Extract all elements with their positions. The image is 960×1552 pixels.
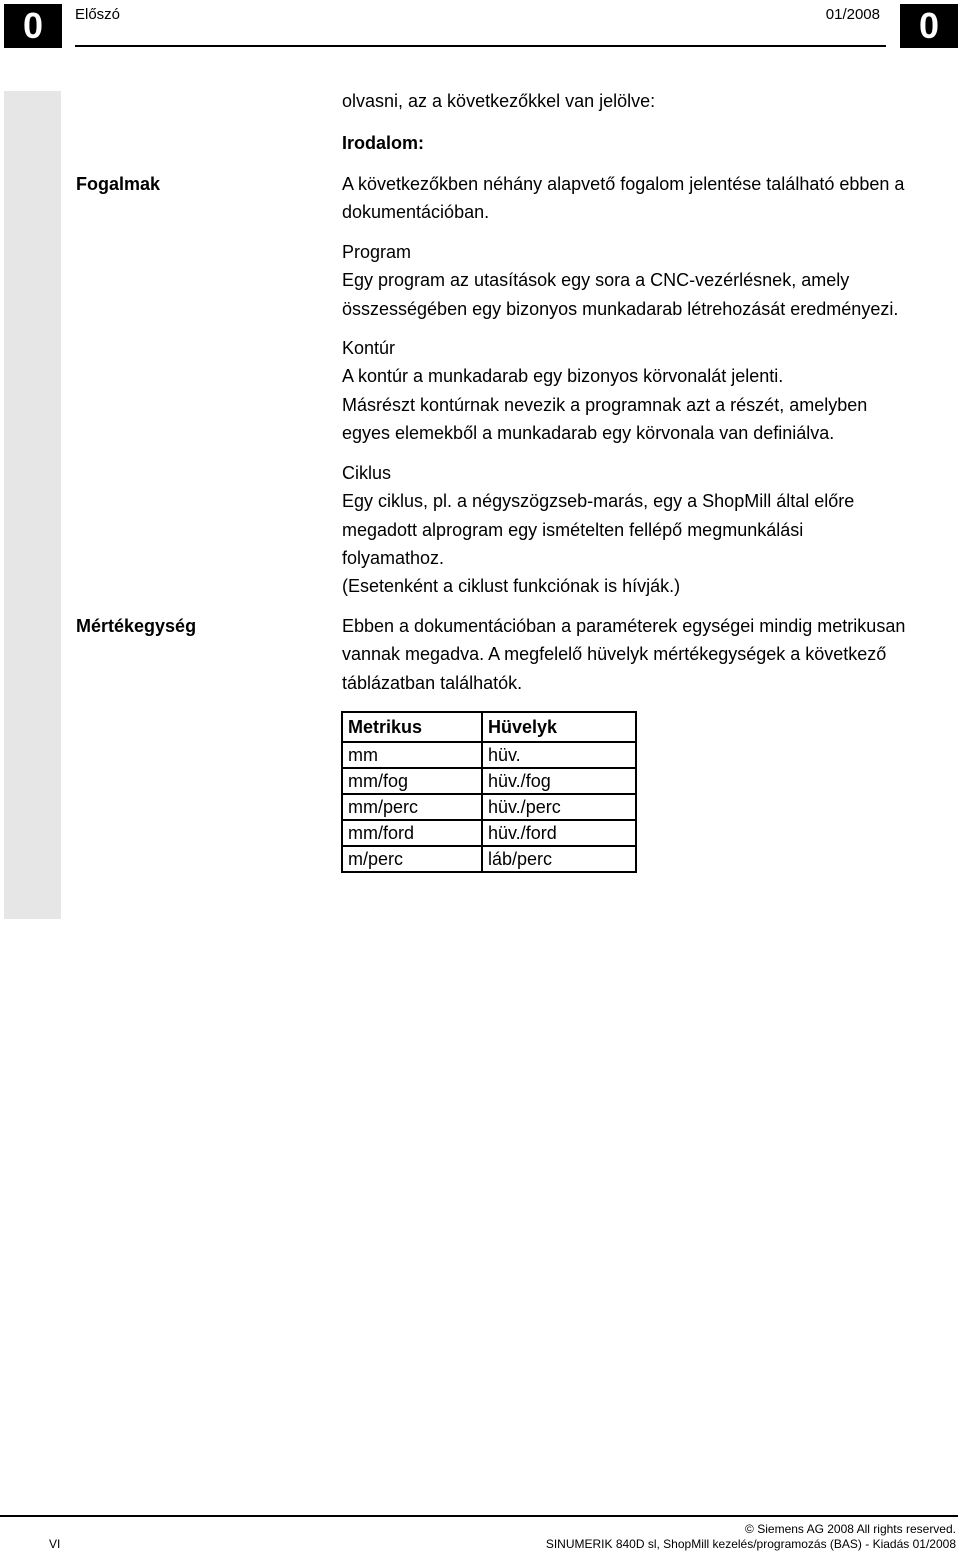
term-kontur (342, 334, 960, 447)
section-label-mertekegyseg: Mértékegység (76, 616, 197, 636)
document-title: SINUMERIK 840D sl, ShopMill kezelés/programozás (BAS) - Kiadás 01/2008 (545, 1537, 956, 1551)
fogalmak-intro-text: A következőkben néhány alapvető fogalom jelentése található ebben a dokumentációban. (342, 174, 905, 223)
term-program (342, 238, 960, 323)
term-title: Kontúr (342, 338, 396, 358)
table-cell: láb/perc (482, 846, 636, 872)
term-definition: Egy program az utasítások egy sora a CNC-vezérlésnek, amely összességében egy bizonyos munkadarab létrehozását eredményezi. (342, 270, 899, 319)
header-title: Előszó (75, 6, 121, 23)
chapter-number-right: 0 (900, 4, 958, 48)
table-cell: mm/fog (342, 768, 482, 794)
fogalmak-intro (342, 170, 960, 227)
table-cell: mm/perc (342, 794, 482, 820)
term-ciklus (342, 459, 960, 600)
table-cell: hüv./ford (482, 820, 636, 846)
table-cell: hüv./fog (482, 768, 636, 794)
term-definition: Másrészt kontúrnak nevezik a programnak azt a részét, amelyben egyes elemekből a munkadarab egy körvonala van definiálva. (342, 394, 868, 443)
footer-divider (0, 1515, 958, 1517)
term-definition: (Esetenként a ciklust funkciónak is hívják.) (342, 576, 681, 597)
table-cell: mm (342, 742, 482, 768)
header-date: 01/2008 (825, 6, 880, 23)
term-definition: Egy ciklus, pl. a négyszögzseb-marás, egy a ShopMill által előre megadott alprogram egy ismételten fellépő megmunkálási folyamathoz. (342, 491, 855, 568)
copyright-notice: © Siemens AG 2008 All rights reserved. (745, 1522, 956, 1536)
table-row (342, 794, 636, 820)
intro-text: olvasni, az a következőkkel van jelölve: (342, 91, 656, 111)
mertekegyseg-paragraph: Ebben a dokumentációban a paraméterek egységei mindig metrikusan vannak megadva. A megfelelő hüvelyk mértékegységek a következő táblázatban találhatók. (342, 616, 906, 693)
section-label-fogalmak: Fogalmak (76, 174, 161, 194)
intro-line (342, 87, 960, 115)
table-cell: m/perc (342, 846, 482, 872)
chapter-number-left: 0 (4, 4, 62, 48)
column-header-inch: Hüvelyk (482, 712, 636, 742)
unit-conversion-table (341, 711, 637, 873)
table-row (342, 768, 636, 794)
term-title: Program (342, 242, 412, 262)
margin-strip (4, 91, 61, 919)
term-title: Ciklus (342, 463, 392, 483)
table-row (342, 742, 636, 768)
table-row (342, 846, 636, 872)
table-cell: hüv. (482, 742, 636, 768)
term-definition: A kontúr a munkadarab egy bizonyos körvonalát jelenti. (342, 366, 784, 387)
page-number: VI (49, 1537, 61, 1551)
table-cell: hüv./perc (482, 794, 636, 820)
mertekegyseg-text (342, 612, 960, 697)
table-header-row (342, 712, 636, 742)
table-row (342, 820, 636, 846)
irodalom-heading: Irodalom: (342, 133, 425, 153)
column-header-metric: Metrikus (342, 712, 482, 742)
header-divider (75, 45, 886, 47)
table-cell: mm/ford (342, 820, 482, 846)
